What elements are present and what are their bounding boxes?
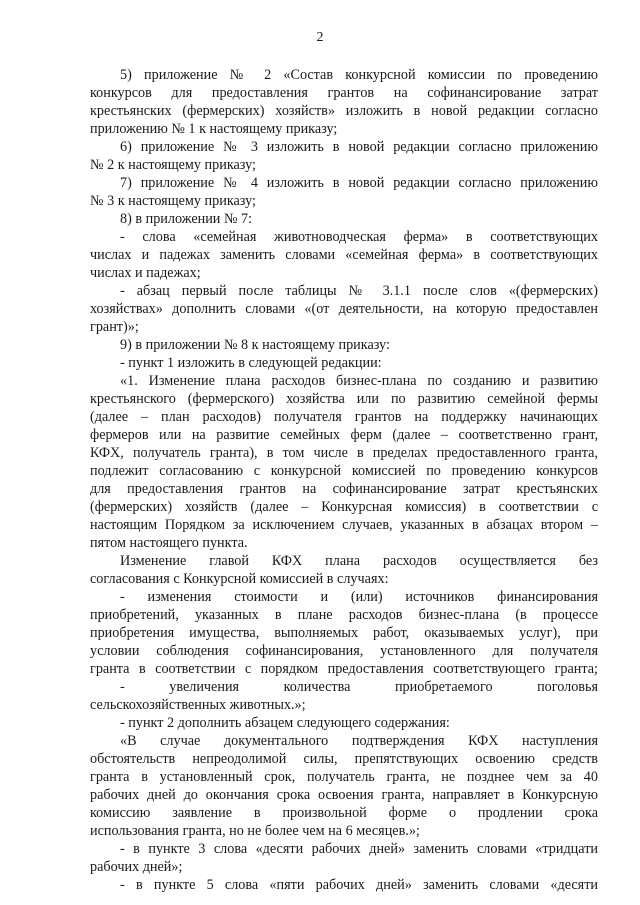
text-line: числах и падежах заменить словами «семейная ферма» в соответствующих bbox=[90, 247, 598, 263]
text-line: КФХ, получатель гранта), в том числе в пределах предоставленного гранта, bbox=[90, 445, 598, 461]
text-line: рабочих дней до окончания срока освоения гранта, направляет в Конкурсную bbox=[90, 787, 598, 803]
text-line: приложению № 1 к настоящему приказу; bbox=[90, 121, 338, 137]
page-number: 2 bbox=[316, 30, 324, 45]
text-line: - слова «семейная животноводческая ферма» в соответствующих bbox=[120, 229, 598, 245]
text-line: 5) приложение № 2 «Состав конкурсной комиссии по проведению bbox=[120, 67, 598, 83]
text-line: крестьянских (фермерских) хозяйств» изложить в новой редакции согласно bbox=[90, 103, 598, 119]
text-line: - изменения стоимости и (или) источников финансирования bbox=[120, 589, 598, 605]
text-line: - в пункте 3 слова «десяти рабочих дней» заменить словами «тридцати bbox=[120, 841, 598, 857]
text-line: пятом настоящего пункта. bbox=[90, 535, 248, 551]
text-line: № 2 к настоящему приказу; bbox=[90, 157, 256, 173]
text-line: - абзац первый после таблицы № 3.1.1 после слов «(фермерских) bbox=[120, 283, 598, 299]
text-line: рабочих дней»; bbox=[90, 859, 183, 875]
text-line: - пункт 2 дополнить абзацем следующего содержания: bbox=[120, 715, 450, 731]
text-line: - пункт 1 изложить в следующей редакции: bbox=[120, 355, 382, 371]
text-line: сельскохозяйственных животных.»; bbox=[90, 697, 306, 713]
text-line: хозяйствах» дополнить словами «(от деятельности, на которую предоставлен bbox=[90, 301, 598, 317]
text-line: использования гранта, но не более чем на 6 месяцев.»; bbox=[90, 823, 420, 839]
text-line: комиссию заявление в произвольной форме о продлении срока bbox=[90, 805, 598, 821]
text-line: 9) в приложении № 8 к настоящему приказу: bbox=[120, 337, 390, 353]
text-line: конкурсов для предоставления грантов на софинансирование затрат bbox=[90, 85, 598, 101]
text-line: фермеров или на развитие семейных ферм (далее – соответственно грант, bbox=[90, 427, 598, 443]
text-line: (фермерских) хозяйств (далее – Конкурсная комиссия) в соответствии с bbox=[90, 499, 598, 515]
text-line: гранта в соответствии с порядком предоставления соответствующего гранта; bbox=[90, 661, 598, 677]
text-line: приобретений, указанных в плане расходов бизнес-плана (в процессе bbox=[90, 607, 598, 623]
text-line: крестьянского (фермерского) хозяйства или по развитию семейной фермы bbox=[90, 391, 598, 407]
text-line: «1. Изменение плана расходов бизнес-плана по созданию и развитию bbox=[120, 373, 598, 389]
text-line: - в пункте 5 слова «пяти рабочих дней» заменить словами «десяти bbox=[120, 877, 598, 893]
text-line: приобретения имущества, выполняемых работ, оказываемых услуг), при bbox=[90, 625, 598, 641]
text-line: (далее – план расходов) получателя грантов на поддержку начинающих bbox=[90, 409, 598, 425]
text-line: согласования с Конкурсной комиссией в случаях: bbox=[90, 571, 389, 587]
text-line: 7) приложение № 4 изложить в новой редакции согласно приложению bbox=[120, 175, 598, 191]
text-line: Изменение главой КФХ плана расходов осуществляется без bbox=[120, 553, 598, 569]
text-line: подлежит согласованию с конкурсной комиссией по проведению конкурсов bbox=[90, 463, 598, 479]
text-line: 6) приложение № 3 изложить в новой редакции согласно приложению bbox=[120, 139, 598, 155]
text-line: числах и падежах; bbox=[90, 265, 201, 281]
text-line: настоящим Порядком за исключением случаев, указанных в абзацах втором – bbox=[90, 517, 598, 533]
text-line: гранта в установленный срок, получатель гранта, не позднее чем за 40 bbox=[90, 769, 598, 785]
text-line: - увеличения количества приобретаемого поголовья bbox=[120, 679, 598, 695]
text-line: условии соблюдения софинансирования, установленного для получателя bbox=[90, 643, 598, 659]
text-line: грант)»; bbox=[90, 319, 139, 335]
text-line: 8) в приложении № 7: bbox=[120, 211, 253, 227]
text-line: № 3 к настоящему приказу; bbox=[90, 193, 256, 209]
text-line: для предоставления грантов на софинансирование затрат крестьянских bbox=[90, 481, 598, 497]
text-line: «В случае документального подтверждения КФХ наступления bbox=[120, 733, 598, 749]
text-line: обстоятельств непреодолимой силы, препятствующих освоению средств bbox=[90, 751, 598, 767]
